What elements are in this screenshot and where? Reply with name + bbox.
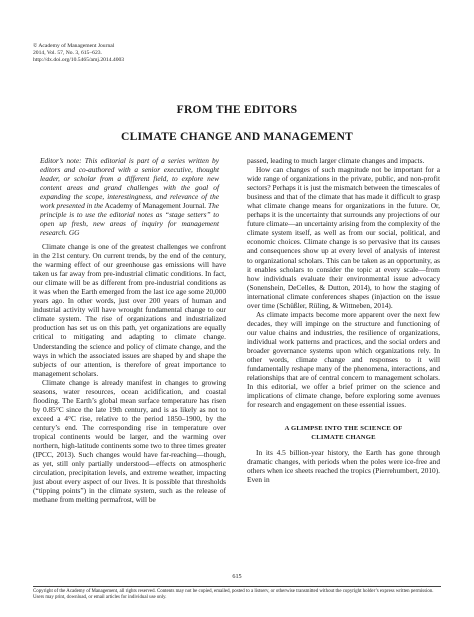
section-heading: FROM THE EDITORS: [176, 103, 298, 116]
journal-metadata: [33, 43, 124, 64]
page-number: 615: [232, 573, 242, 580]
editors-note-tail: . The principle is to use the editorial notes as “stage setters” to open up fresh, new areas of inquiry for management research. GG: [40, 201, 220, 237]
subheading-line: CLIMATE CHANGE: [311, 433, 376, 441]
body-paragraph: Climate change is one of the greatest challenges we confront in the 21st century. On current trends, by the end of the century, the warming effect of our greenhouse gas emissions will have taken us far away from pre-industrial climatic conditions. In fact, our climate will be as different from pre-industrial conditions as it was when the Earth emerged from the last ice age some 20,000 years ago. In other words, just over 200 years of human and industrial activity will have wrought fundamental change to our climate system. The rise of organizations and industrialized production has set us on this path, yet organizations are equally critical to mitigating and adapting to climate change. Understanding the science and policy of climate change, and the ways in which the associated issues are shaped by and shape the subjects of our attention, is therefore of great importance to management scholars.: [33, 242, 226, 378]
footer-divider: [33, 586, 441, 587]
body-paragraph: How can changes of such magnitude not be important for a wide range of organizations in the private, public, and non-profit sectors? Perhaps it is just the mismatch between the timescales of business and that of the climate that has made it difficult to grasp what climate change means for organizations in the future. Or, perhaps it is the uncertainty that surrounds any projections of our future climate—an uncertainty arising from the complexity of the climate system itself, as well as from our social, political, and economic choices. Climate change is so pervasive that its causes and consequences show up at every level of analysis of interest to organizational scholars. This can be taken as an opportunity, as it enables scholars to consider the topic at every scale—from how individuals evaluate their environmental issue advocacy (Sonenshein, DeCelles, & Dutton, 2014), to how the staging of international climate conferences shapes (in)action on the issue over time (Schüßler, Rüling, & Wittneben, 2014).: [247, 165, 440, 310]
article-title: CLIMATE CHANGE AND MANAGEMENT: [121, 130, 353, 143]
left-column: [33, 156, 226, 504]
copyright-notice: Copyright of the Academy of Management, all rights reserved. Contents may not be copied, emailed, posted to a listserv, or otherwise transmitted without the copyright holder’s express written permission. Users may print, download, or email articles for individual use only.: [33, 589, 434, 601]
section-subheading: [247, 425, 440, 442]
doi-link[interactable]: http://dx.doi.org/10.5465/amj.2014.4003: [33, 57, 125, 63]
body-paragraph: passed, leading to much larger climate changes and impacts.: [247, 156, 425, 165]
editors-note-journal: Academy of Management Journal: [103, 201, 205, 210]
subheading-line: A GLIMPSE INTO THE SCIENCE OF: [284, 425, 403, 433]
body-paragraph: As climate impacts become more apparent over the next few decades, they will impinge on the structure and functioning of our value chains and industries, the resilience of organizations, individual work patterns and practices, and the social orders and broader governance systems upon which organizations rely. In other words, climate change and responses to it will fundamentally reshape many of the phenomena, interactions, and relationships that are of central concern to management scholars. In this editorial, we offer a brief primer on the science and implications of climate change, before exploring some avenues for research and engagement on these essential issues.: [247, 309, 440, 410]
editors-note: [33, 156, 226, 237]
body-paragraph: Climate change is already manifest in changes to growing seasons, water resources, ocean acidification, and coastal flooding. The Earth’s global mean surface temperature has risen by 0.85°C since the late 19th century, and is as likely as not to exceed a 4°C rise, relative to the period 1850–1900, by the century’s end. The corresponding rise in temperature over tropical continents would be larger, and the warming over northern, high-latitude continents some two to three times greater (IPCC, 2013). Such changes would have far-reaching—though, as yet, still only partially understood—effects on atmospheric circulation, precipitation levels, and extreme weather, impacting just about every aspect of our lives. It is possible that thresholds (“tipping points”) in the climate system, such as the release of methane from melting permafrost, will be: [33, 377, 226, 505]
body-paragraph: In its 4.5 billion-year history, the Earth has gone through dramatic changes, with periods when the poles were ice-free and others when ice sheets reached the tropics (Pierrehumbert, 2010). Even in: [247, 447, 440, 484]
volume-info: 2014, Vol. 57, No. 3, 615–623.: [33, 50, 102, 56]
editors-note-lead: Editor’s note: This editorial is part of a series written by editors and co-authored with a senior executive, thought leader, or scholar from a different field, to explore new content areas and grand challenges with the goal of expanding the scope, interestingness, and relevance of the work presented in the: [40, 156, 219, 210]
right-column: [247, 156, 440, 484]
journal-name: © Academy of Management Journal: [33, 43, 115, 49]
